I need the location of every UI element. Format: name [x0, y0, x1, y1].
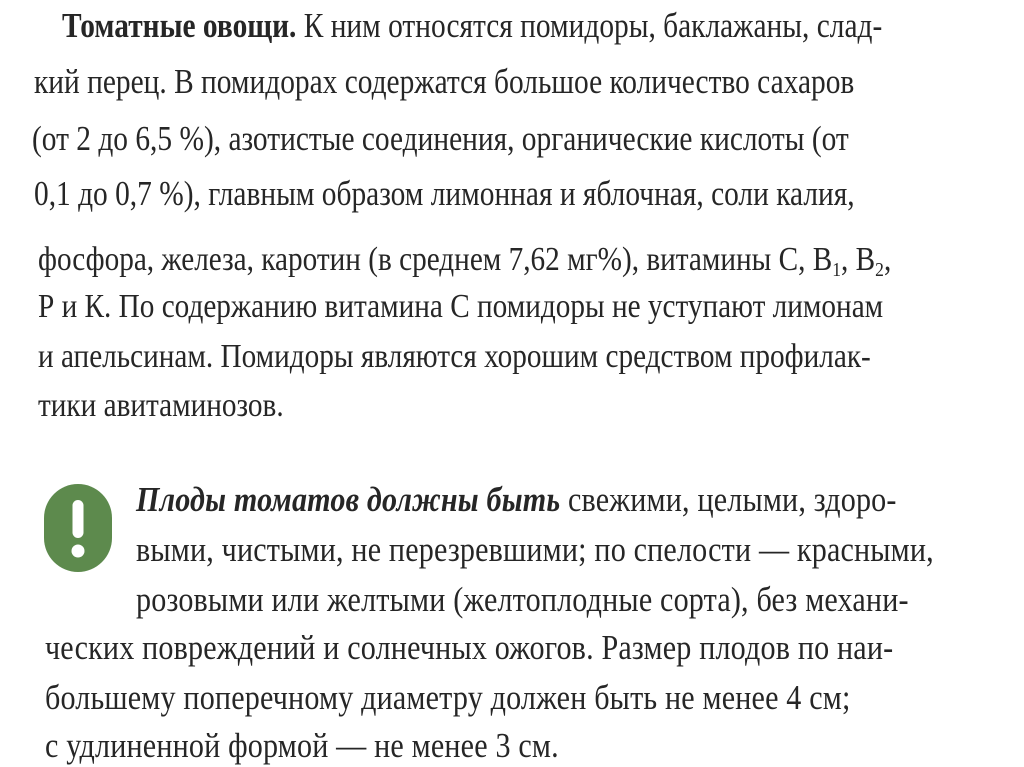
paragraph-1-line-4: 0,1 до 0,7 %), главным образом лимонная и яблочная, соли калия,: [34, 174, 855, 213]
note-line-4: ческих повреждений и солнечных ожогов. Размер плодов по наи-: [45, 628, 894, 667]
vitamin-b1-subscript: 1: [832, 259, 842, 281]
paragraph-2-line-1: [38, 241, 892, 291]
paragraph-2-line-1-text-b: , В: [841, 241, 876, 278]
note-line-6: с удлиненной формой — не менее 3 см.: [45, 726, 559, 765]
note-line-1-text: свежими, целыми, здоро-: [560, 480, 897, 519]
paragraph-1-line-1: [62, 6, 883, 56]
vitamin-b2-subscript: 2: [875, 259, 884, 281]
note-line-3: розовыми или желтыми (желтоплодные сорта), без механи-: [136, 580, 909, 619]
note-line-5: большему поперечному диаметру должен быть не менее 4 см;: [45, 678, 851, 717]
note-line-1: [136, 482, 900, 530]
paragraph-1-line-1-text: К ним относятся помидоры, баклажаны, слад-: [296, 6, 883, 45]
paragraph-2-line-4: тики авитаминозов.: [38, 387, 284, 424]
paragraph-2-line-3: и апельсинам. Помидоры являются хорошим средством профилак-: [38, 338, 871, 375]
paragraph-1-lead: Томатные овощи.: [62, 6, 297, 45]
paragraph-2-line-1-text-c: ,: [883, 241, 892, 278]
paragraph-2-line-2: Р и К. По содержанию витамина С помидоры не уступают лимонам: [38, 288, 884, 325]
note-lead: Плоды томатов должны быть: [136, 480, 561, 519]
exclamation-icon: [44, 484, 112, 572]
paragraph-1-line-3: (от 2 до 6,5 %), азотистые соединения, органические кислоты (от: [32, 119, 849, 158]
note-line-2: выми, чистыми, не перезревшими; по спелости — красными,: [136, 530, 934, 569]
paragraph-1-line-2: кий перец. В помидорах содержатся большое количество сахаров: [34, 62, 855, 101]
paragraph-2-line-1-text-a: фосфора, железа, каротин (в среднем 7,62 мг%), витамины С, В: [38, 241, 833, 278]
